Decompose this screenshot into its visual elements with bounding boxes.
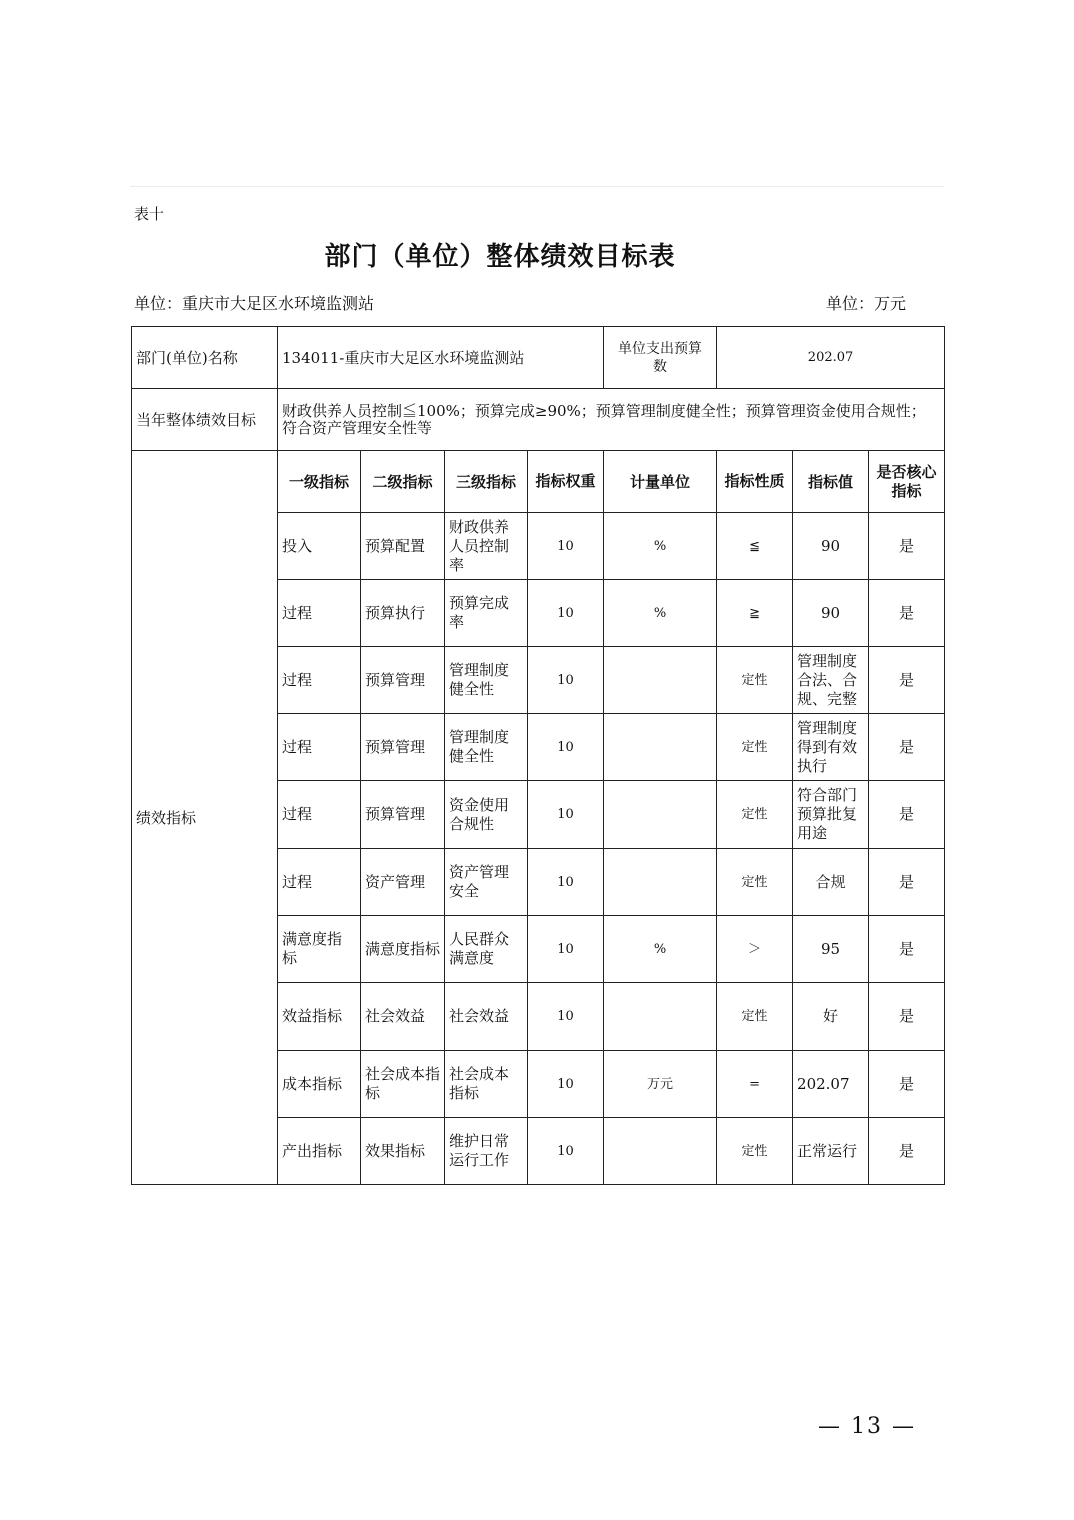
cell-level3: 人民群众满意度 xyxy=(445,916,528,983)
cell-core: 是 xyxy=(869,1051,945,1118)
cell-core: 是 xyxy=(869,983,945,1051)
cell-unit: % xyxy=(604,513,717,580)
cell-level1: 过程 xyxy=(278,580,361,647)
cell-weight: 10 xyxy=(528,983,604,1051)
cell-weight: 10 xyxy=(528,1051,604,1118)
cell-core: 是 xyxy=(869,580,945,647)
cell-weight: 10 xyxy=(528,1118,604,1185)
cell-unit: % xyxy=(604,580,717,647)
cell-nature: ≧ xyxy=(717,580,793,647)
cell-core: 是 xyxy=(869,916,945,983)
cell-weight: 10 xyxy=(528,647,604,714)
cell-unit xyxy=(604,983,717,1051)
cell-level1: 满意度指标 xyxy=(278,916,361,983)
cell-value: 管理制度合法、合规、完整 xyxy=(793,647,869,714)
document-title: 部门（单位）整体绩效目标表 xyxy=(324,242,676,272)
goal-value: 财政供养人员控制≦100%；预算完成≥90%；预算管理制度健全性；预算管理资金使用合规性；符合资产管理安全性等 xyxy=(278,389,945,451)
top-rule xyxy=(130,186,944,187)
cell-weight: 10 xyxy=(528,513,604,580)
indicator-header-row xyxy=(132,451,945,513)
cell-nature: 定性 xyxy=(717,849,793,916)
cell-weight: 10 xyxy=(528,849,604,916)
cell-unit xyxy=(604,849,717,916)
cell-level3: 预算完成率 xyxy=(445,580,528,647)
cell-level3: 管理制度健全性 xyxy=(445,647,528,714)
cell-level2: 预算管理 xyxy=(361,647,445,714)
cell-core: 是 xyxy=(869,1118,945,1185)
table-number: 表十 xyxy=(134,205,165,223)
header-value: 指标值 xyxy=(793,451,869,513)
cell-level1: 过程 xyxy=(278,647,361,714)
info-row-name xyxy=(132,327,945,389)
goal-label: 当年整体绩效目标 xyxy=(132,389,278,451)
indicator-section-label: 绩效指标 xyxy=(132,451,278,1185)
cell-unit xyxy=(604,714,717,781)
cell-level2: 预算管理 xyxy=(361,714,445,781)
cell-nature: 定性 xyxy=(717,983,793,1051)
cell-core: 是 xyxy=(869,513,945,580)
cell-unit xyxy=(604,781,717,849)
header-core: 是否核心指标 xyxy=(869,451,945,513)
cell-weight: 10 xyxy=(528,714,604,781)
cell-core: 是 xyxy=(869,849,945,916)
cell-level3: 社会效益 xyxy=(445,983,528,1051)
cell-value: 90 xyxy=(793,580,869,647)
unit-organization: 单位：重庆市大足区水环境监测站 xyxy=(134,294,375,313)
budget-label: 单位支出预算数 xyxy=(604,327,717,389)
cell-level2: 社会效益 xyxy=(361,983,445,1051)
cell-level1: 效益指标 xyxy=(278,983,361,1051)
cell-level3: 财政供养人员控制率 xyxy=(445,513,528,580)
cell-level2: 社会成本指标 xyxy=(361,1051,445,1118)
page-number: — 13 — xyxy=(818,1414,916,1439)
cell-level2: 满意度指标 xyxy=(361,916,445,983)
cell-level3: 资产管理安全 xyxy=(445,849,528,916)
cell-level2: 效果指标 xyxy=(361,1118,445,1185)
cell-nature: 定性 xyxy=(717,781,793,849)
cell-unit xyxy=(604,1118,717,1185)
header-level2: 二级指标 xyxy=(361,451,445,513)
cell-nature: ＞ xyxy=(717,916,793,983)
header-level1: 一级指标 xyxy=(278,451,361,513)
cell-nature: 定性 xyxy=(717,1118,793,1185)
unit-currency: 单位：万元 xyxy=(826,294,907,313)
cell-level3: 资金使用合规性 xyxy=(445,781,528,849)
cell-core: 是 xyxy=(869,714,945,781)
cell-level1: 过程 xyxy=(278,849,361,916)
dept-name-label: 部门(单位)名称 xyxy=(132,327,278,389)
cell-level2: 预算执行 xyxy=(361,580,445,647)
cell-unit: 万元 xyxy=(604,1051,717,1118)
cell-value: 管理制度得到有效执行 xyxy=(793,714,869,781)
header-level3: 三级指标 xyxy=(445,451,528,513)
cell-level1: 过程 xyxy=(278,714,361,781)
cell-level3: 管理制度健全性 xyxy=(445,714,528,781)
cell-unit xyxy=(604,647,717,714)
cell-level2: 预算配置 xyxy=(361,513,445,580)
cell-value: 202.07 xyxy=(793,1051,869,1118)
cell-nature: 定性 xyxy=(717,647,793,714)
header-nature: 指标性质 xyxy=(717,451,793,513)
cell-core: 是 xyxy=(869,647,945,714)
cell-weight: 10 xyxy=(528,781,604,849)
cell-level1: 投入 xyxy=(278,513,361,580)
cell-level1: 产出指标 xyxy=(278,1118,361,1185)
cell-value: 95 xyxy=(793,916,869,983)
cell-level1: 成本指标 xyxy=(278,1051,361,1118)
header-unit: 计量单位 xyxy=(604,451,717,513)
cell-level2: 资产管理 xyxy=(361,849,445,916)
cell-value: 好 xyxy=(793,983,869,1051)
dept-name-value: 134011-重庆市大足区水环境监测站 xyxy=(278,327,604,389)
cell-level3: 维护日常运行工作 xyxy=(445,1118,528,1185)
cell-level1: 过程 xyxy=(278,781,361,849)
performance-table xyxy=(131,326,945,1185)
cell-level3: 社会成本指标 xyxy=(445,1051,528,1118)
cell-value: 90 xyxy=(793,513,869,580)
info-row-goal xyxy=(132,389,945,451)
budget-value: 202.07 xyxy=(717,327,945,389)
cell-value: 合规 xyxy=(793,849,869,916)
cell-weight: 10 xyxy=(528,916,604,983)
cell-unit: % xyxy=(604,916,717,983)
cell-nature: = xyxy=(717,1051,793,1118)
cell-level2: 预算管理 xyxy=(361,781,445,849)
cell-core: 是 xyxy=(869,781,945,849)
cell-nature: 定性 xyxy=(717,714,793,781)
cell-value: 符合部门预算批复用途 xyxy=(793,781,869,849)
cell-value: 正常运行 xyxy=(793,1118,869,1185)
cell-nature: ≦ xyxy=(717,513,793,580)
cell-weight: 10 xyxy=(528,580,604,647)
header-weight: 指标权重 xyxy=(528,451,604,513)
